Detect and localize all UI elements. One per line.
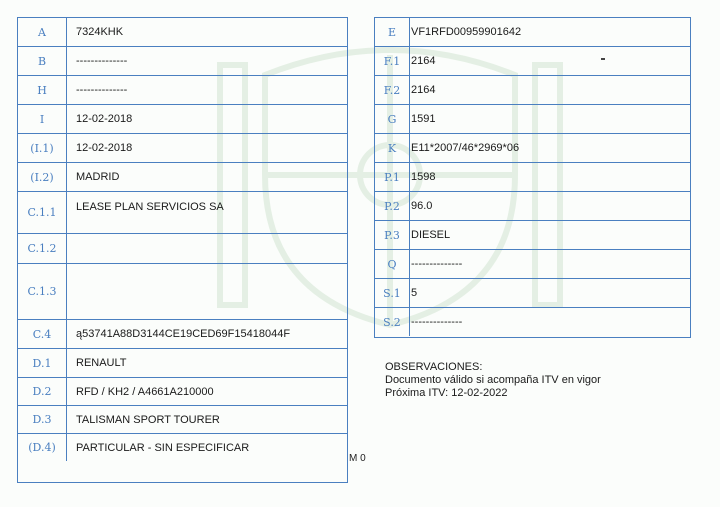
right-row-p3 — [375, 221, 690, 250]
stray-mark — [601, 58, 605, 60]
field-value: -------------- — [411, 258, 463, 270]
observations-line-1: Documento válido si acompaña ITV en vigor — [385, 374, 601, 386]
right-row-s2 — [375, 308, 690, 336]
observations-line-2: Próxima ITV: 12-02-2022 — [385, 387, 508, 399]
left-row-i — [18, 105, 347, 134]
field-code: S.1 — [375, 279, 410, 307]
m0-mark: M 0 — [349, 453, 366, 464]
field-value: 2164 — [411, 84, 436, 96]
field-code: F.2 — [375, 76, 410, 104]
field-value: -------------- — [411, 316, 463, 328]
field-code: P.2 — [375, 192, 410, 220]
right-row-s1 — [375, 279, 690, 308]
field-value: LEASE PLAN SERVICIOS SA — [76, 201, 224, 213]
left-row-d2 — [18, 378, 347, 406]
left-row-i1 — [18, 134, 347, 163]
field-value: -------------- — [76, 55, 128, 67]
field-value: DIESEL — [411, 229, 451, 241]
right-row-p1 — [375, 163, 690, 192]
field-value: TALISMAN SPORT TOURER — [76, 413, 220, 426]
field-code: E — [375, 18, 410, 46]
field-value: RFD / KH2 / A4661A210000 — [76, 385, 214, 398]
field-code: (I.1) — [18, 134, 67, 162]
field-code: H — [18, 76, 67, 104]
field-value: 12-02-2018 — [76, 142, 133, 154]
field-value: 7324KHK — [76, 26, 124, 38]
field-value: 1598 — [411, 171, 436, 183]
left-row-a — [18, 18, 347, 47]
right-fields-table — [374, 17, 691, 338]
field-value: ą53741A88D3144CE19CED69F15418044F — [76, 328, 291, 340]
field-code: (I.2) — [18, 163, 67, 191]
field-value: 2164 — [411, 55, 436, 67]
field-code: (D.4) — [18, 434, 67, 461]
left-row-h — [18, 76, 347, 105]
right-row-q — [375, 250, 690, 279]
left-row-b — [18, 47, 347, 76]
observations — [385, 361, 601, 400]
field-value: E11*2007/46*2969*06 — [411, 142, 520, 154]
left-row-d4 — [18, 434, 347, 461]
field-value: MADRID — [76, 171, 120, 183]
field-code: D.2 — [18, 378, 67, 405]
right-row-e — [375, 18, 690, 47]
field-value: VF1RFD00959901642 — [411, 26, 522, 38]
left-row-c11 — [18, 192, 347, 234]
field-code: D.3 — [18, 406, 67, 433]
field-code: A — [18, 18, 67, 46]
field-code: C.1.2 — [18, 234, 67, 263]
right-row-k — [375, 134, 690, 163]
left-row-c4 — [18, 320, 347, 349]
observations-title: OBSERVACIONES: — [385, 361, 483, 373]
left-row-c13 — [18, 264, 347, 320]
field-code: F.1 — [375, 47, 410, 75]
field-value: 1591 — [411, 113, 436, 125]
field-code: C.1.1 — [18, 192, 67, 233]
left-row-d1 — [18, 349, 347, 378]
field-value: 96.0 — [411, 200, 433, 212]
right-row-f2 — [375, 76, 690, 105]
field-code: D.1 — [18, 349, 67, 377]
field-value: 12-02-2018 — [76, 113, 133, 125]
field-code: C.1.3 — [18, 264, 67, 319]
field-code: Q — [375, 250, 410, 278]
left-row-c12 — [18, 234, 347, 264]
field-value: -------------- — [76, 84, 128, 96]
left-row-d3 — [18, 406, 347, 434]
field-value: 5 — [411, 287, 418, 299]
right-row-f1 — [375, 47, 690, 76]
field-code: P.3 — [375, 221, 410, 249]
field-code: C.4 — [18, 320, 67, 348]
right-row-g — [375, 105, 690, 134]
right-row-p2 — [375, 192, 690, 221]
left-row-i2 — [18, 163, 347, 192]
field-code: P.1 — [375, 163, 410, 191]
left-fields-table — [17, 17, 348, 483]
field-value: RENAULT — [76, 357, 127, 369]
field-code: S.2 — [375, 308, 410, 336]
field-code: K — [375, 134, 410, 162]
field-code: G — [375, 105, 410, 133]
field-value: PARTICULAR - SIN ESPECIFICAR — [76, 441, 250, 454]
field-code: I — [18, 105, 67, 133]
field-code: B — [18, 47, 67, 75]
